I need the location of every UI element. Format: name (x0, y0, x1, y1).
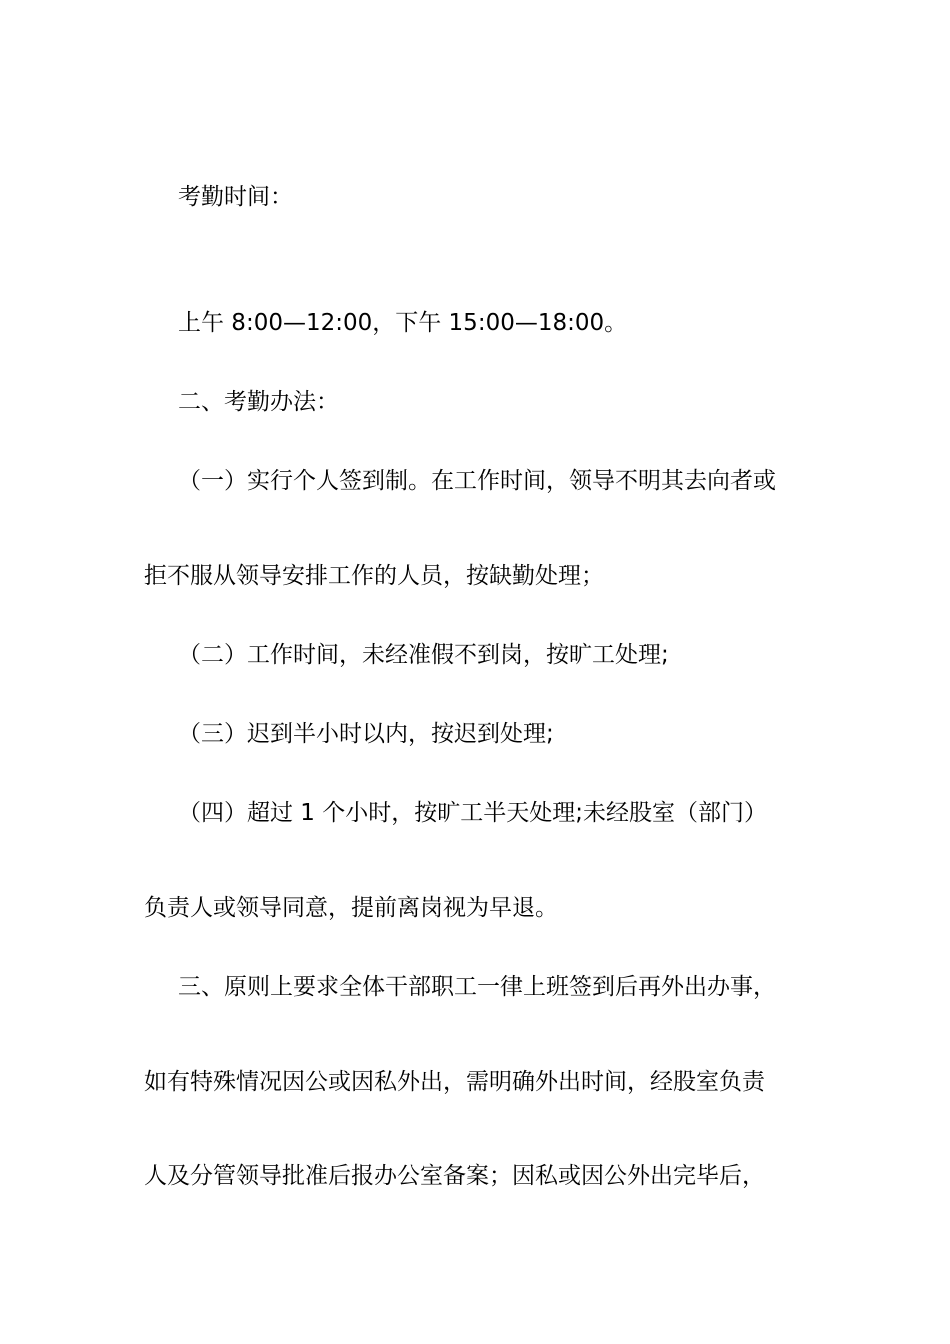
text-line: 拒不服从领导安排工作的人员，按缺勤处理； (144, 563, 604, 589)
text-line: 负责人或领导同意，提前离岗视为早退。 (144, 895, 558, 921)
text-line: 三、原则上要求全体干部职工一律上班签到后再外出办事， (178, 974, 776, 1000)
text-line: 人及分管领导批准后报办公室备案；因私或因公外出完毕后， (144, 1163, 765, 1189)
text-line: 上午 8:00—12:00，下午 15:00—18:00。 (178, 310, 628, 336)
text-line: （三）迟到半小时以内，按迟到处理; (178, 721, 554, 747)
text-line: 考勤时间： (178, 184, 293, 210)
text-line: 如有特殊情况因公或因私外出，需明确外出时间，经股室负责 (144, 1069, 765, 1095)
text-line: 二、考勤办法： (178, 389, 339, 415)
text-line: （二）工作时间，未经准假不到岗，按旷工处理; (178, 642, 669, 668)
text-line: （一）实行个人签到制。在工作时间，领导不明其去向者或 (178, 468, 776, 494)
text-line: （四）超过 1 个小时，按旷工半天处理;未经股室（部门） (178, 800, 768, 826)
